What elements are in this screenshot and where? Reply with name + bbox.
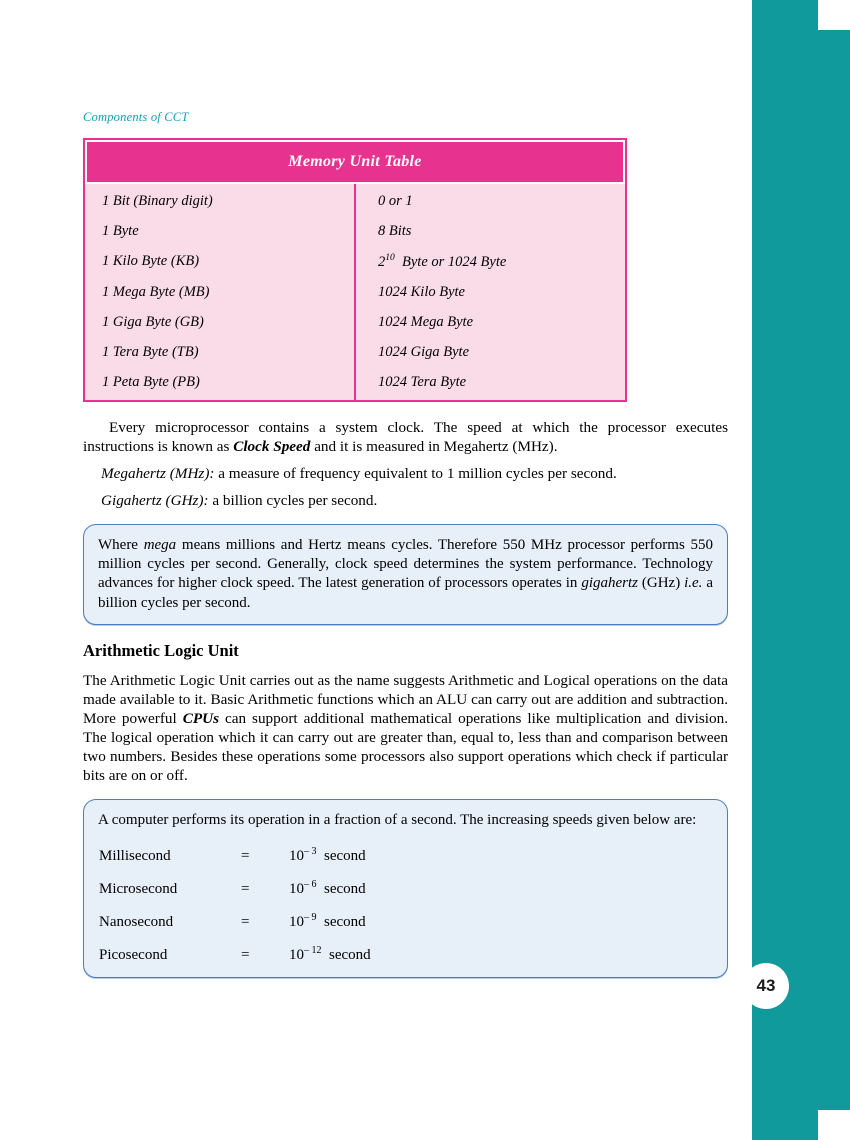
text-segment: a measure of frequency equivalent to 1 million cycles per second.	[214, 465, 617, 483]
value-exponent: – 9	[304, 912, 317, 924]
value-base: 10	[289, 947, 304, 964]
table-cell-unit: 1 Bit (Binary digit)	[85, 184, 355, 217]
table-row	[99, 877, 371, 910]
paragraph-clock-speed	[83, 418, 728, 456]
speed-value	[289, 877, 371, 910]
table-cell-value: 1024 Tera Byte	[378, 373, 467, 390]
text-segment: Where	[98, 537, 144, 554]
speed-value	[289, 844, 371, 877]
table-cell-unit: 1 Kilo Byte (KB)	[85, 247, 355, 278]
table-cell-value: 8 Bits	[378, 223, 412, 239]
table-cell-unit: 1 Giga Byte (GB)	[85, 307, 355, 337]
table-row	[85, 367, 625, 400]
value-base: 10	[289, 881, 304, 898]
table-row	[85, 184, 625, 217]
text-segment: Every microprocessor contains a system clock. The speed at which the processor executes instructions is known as	[83, 418, 728, 455]
text-segment: The Arithmetic Logic Unit carries out as the name suggests Arithmetic and Logical operations on the data made available to it. Basic Arithmetic functions which an ALU can carry out are addition and subtraction. More powerful	[83, 671, 728, 727]
value-base: 10	[289, 914, 304, 931]
page-number: 43	[743, 963, 789, 1009]
value-unit: second	[324, 914, 366, 931]
value-exponent: 10	[385, 253, 395, 263]
table-cell-value: 1024 Kilo Byte	[378, 283, 465, 300]
term-cpus: CPUs	[182, 709, 219, 727]
callout-box-speeds	[83, 799, 728, 978]
value-base: 10	[289, 848, 304, 865]
page-content	[83, 110, 728, 992]
emphasis-gigahertz: gigahertz	[581, 575, 638, 592]
table-row	[99, 910, 371, 943]
running-head: Components of CCT	[83, 110, 189, 124]
term-megahertz: Megahertz (MHz):	[101, 465, 215, 483]
table-cell-unit: 1 Mega Byte (MB)	[85, 277, 355, 307]
text-segment: means millions and Hertz means cycles. Therefore 550 MHz processor performs 550 million cycles per second. Generally, clock speed determines the system performance. Technology advances for higher clock speed. The latest generation of processors operates in	[98, 537, 714, 592]
table-cell-unit: 1 Tera Byte (TB)	[85, 337, 355, 367]
value-unit: second	[324, 848, 366, 865]
callout-intro-text: A computer performs its operation in a fraction of a second. The increasing speeds given below are:	[98, 812, 697, 829]
table-row	[99, 943, 371, 966]
speed-name: Nanosecond	[99, 914, 174, 931]
speed-value	[289, 910, 371, 943]
memory-unit-table	[83, 138, 627, 402]
value-base: 2	[378, 253, 386, 270]
term-gigahertz: Gigahertz (GHz):	[101, 492, 209, 510]
value-unit: second	[324, 881, 366, 898]
paragraph-megahertz	[83, 464, 728, 483]
table-cell-value	[355, 247, 625, 278]
speed-name: Millisecond	[99, 848, 171, 865]
value-suffix: Byte or 1024 Byte	[402, 253, 507, 270]
callout-text	[98, 536, 713, 612]
equals-sign: =	[241, 848, 250, 865]
paragraph-gigahertz	[83, 491, 728, 510]
paragraph-alu	[83, 671, 728, 786]
table-row	[85, 247, 625, 278]
table-row	[85, 337, 625, 367]
value-exponent: – 12	[304, 945, 322, 957]
equals-sign: =	[241, 881, 250, 898]
table-cell-unit: 1 Byte	[85, 217, 355, 247]
table-row	[85, 277, 625, 307]
table-row	[85, 217, 625, 247]
band-notch-bottom	[817, 1109, 850, 1140]
speed-value	[289, 943, 371, 966]
callout-box-clock-speed	[83, 524, 728, 624]
memory-table-body	[85, 184, 625, 400]
value-exponent: – 3	[304, 846, 317, 858]
text-segment: a billion cycles per second.	[208, 492, 378, 510]
text-segment: (GHz)	[638, 575, 685, 592]
text-segment: can support additional mathematical operations like multiplication and division. The logical operation which it can carry out are greater than, equal to, less than and comparison between two numbers. Besides these operations some processors also support operations which check if particular bits are on or off.	[83, 709, 728, 785]
table-cell-value: 0 or 1	[378, 193, 413, 209]
speed-units-table	[99, 844, 371, 966]
text-segment: a billion cycles per second.	[98, 575, 713, 611]
equals-sign: =	[241, 947, 250, 964]
table-cell-value: 1024 Mega Byte	[378, 313, 474, 330]
memory-table-title: Memory Unit Table	[85, 140, 625, 184]
table-row	[99, 844, 371, 877]
value-exponent: – 6	[304, 879, 317, 891]
emphasis-mega: mega	[143, 537, 177, 554]
equals-sign: =	[241, 914, 250, 931]
section-heading-alu: Arithmetic Logic Unit	[83, 640, 239, 660]
term-clock-speed: Clock Speed	[233, 437, 311, 455]
speed-name: Microsecond	[99, 881, 178, 898]
speed-name: Picosecond	[99, 947, 168, 964]
value-unit: second	[329, 947, 371, 964]
text-segment: and it is measured in Megahertz (MHz).	[310, 437, 558, 455]
table-cell-value: 1024 Giga Byte	[378, 343, 470, 360]
emphasis-ie: i.e.	[684, 575, 703, 592]
table-cell-unit: 1 Peta Byte (PB)	[85, 367, 355, 400]
band-notch-top	[817, 0, 850, 31]
table-row	[85, 307, 625, 337]
